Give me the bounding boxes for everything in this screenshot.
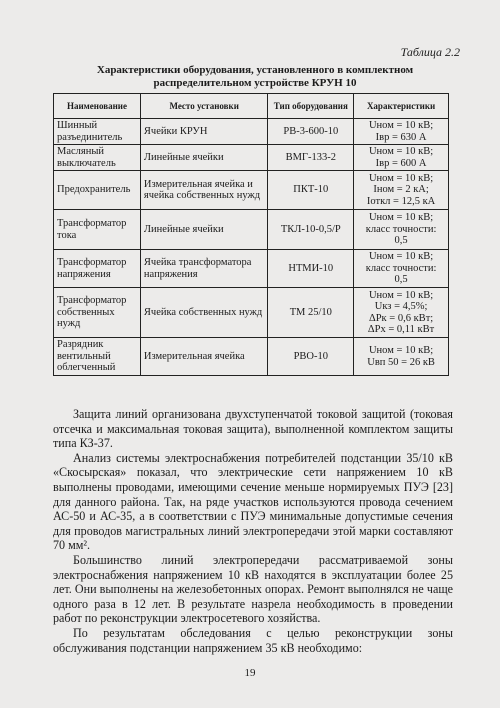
characteristic-line: ΔPх = 0,11 кВт [367, 324, 435, 335]
characteristic-line: Iоткл = 12,5 кА [366, 195, 436, 207]
equipment-type-cell: РВО-10 [268, 338, 354, 376]
equipment-type-cell: ТКЛ-10-0,5/Р [268, 210, 354, 250]
equipment-name-cell: Трансформатор тока [54, 210, 141, 250]
header-characteristics: Характеристики [354, 94, 449, 119]
paragraph: Защита линий организована двухступенчатой токовой защитой (токовая отсечка и максимальная токовая защита), выполненной комплектом защиты типа КЗ-37. [53, 407, 453, 451]
installation-place-cell: Измерительная ячейка и ячейка собственных нужд [140, 171, 268, 210]
equipment-name-cell: Масляный выключатель [54, 145, 141, 171]
characteristics-cell [354, 338, 449, 376]
table-row [54, 210, 449, 250]
characteristics-cell [354, 288, 449, 338]
equipment-table [53, 93, 449, 376]
table-body [54, 119, 449, 376]
characteristic-line: Uном = 10 кВ; [368, 120, 434, 131]
characteristic-line: Uвп 50 = 26 кВ [367, 356, 435, 368]
equipment-type-cell: РВ-3-600-10 [268, 119, 354, 145]
characteristic-line: 0,5 [394, 235, 408, 247]
table-caption: Характеристики оборудования, установленного в комплектном распределительном устройстве КРУН 10 [96, 64, 414, 89]
equipment-type-cell: ПКТ-10 [268, 171, 354, 210]
characteristics-cell [354, 210, 449, 250]
characteristics-cell [354, 119, 449, 145]
table-header-row [54, 94, 449, 119]
characteristic-line: 0,5 [394, 274, 408, 286]
characteristics-cell [354, 171, 449, 210]
table-row [54, 171, 449, 210]
characteristic-line: класс точности: [365, 262, 437, 274]
installation-place-cell: Ячейка собственных нужд [140, 288, 268, 338]
characteristic-line: Uном = 10 кВ; [368, 289, 434, 301]
page-number: 19 [244, 667, 256, 679]
equipment-name-cell: Шинный разъединитель [54, 119, 141, 145]
installation-place-cell: Ячейки КРУН [140, 119, 268, 145]
table-row [54, 250, 449, 288]
header-type: Тип оборудования [268, 94, 354, 119]
installation-place-cell: Ячейка трансформатора напряжения [140, 250, 268, 288]
equipment-name-cell: Трансформатор напряжения [54, 250, 141, 288]
table-row [54, 288, 449, 338]
characteristic-line: ΔPк = 0,6 кВт; [368, 312, 434, 324]
characteristic-line: Iвр = 600 А [375, 157, 427, 169]
equipment-type-cell: НТМИ-10 [268, 250, 354, 288]
header-place: Место установки [140, 94, 268, 119]
characteristic-line: класс точности: [365, 223, 437, 235]
characteristic-line: Uкз = 4,5%; [374, 301, 428, 312]
paragraph: Большинство линий электропередачи рассматриваемой зоны электроснабжения напряжением 10 кВ находятся в эксплуатации более 25 лет. Они выполнены на железобетонных опорах. Ремонт выполнялся не чаще одного раза в 12 лет. В результате назрела необходимость в проведении работ по реконструкции электросетевого хозяйства. [53, 552, 453, 626]
characteristic-line: Uном = 10 кВ; [368, 212, 434, 224]
table-number: Таблица 2.2 [400, 45, 460, 59]
body-text [53, 407, 453, 655]
equipment-name-cell: Разрядник вентильный облегченный [54, 338, 141, 376]
installation-place-cell: Измерительная ячейка [140, 338, 268, 376]
characteristic-line: Iвр = 630 А [375, 131, 427, 143]
characteristic-line: Iном = 2 кА; [373, 184, 429, 196]
header-name: Наименование [54, 94, 141, 119]
paragraph: По результатам обследования с целью реконструкции зоны обслуживания подстанции напряжением 35 кВ необходимо: [53, 625, 453, 655]
equipment-type-cell: ВМГ-133-2 [268, 145, 354, 171]
paragraph: Анализ системы электроснабжения потребителей подстанции 35/10 кВ «Скосырская» показал, что электрические сети напряжением 10 кВ выполнены проводами, имеющими сечение меньше нормируемых ПУЭ [23] для данного района. Так, на ряде участков используются провода сечением АС-50 и АС-35, а в соответствии с ПУЭ минимальные допустимые сечения для проводов магистральных линий электропередачи этой марки составляют 70 мм². [53, 450, 453, 553]
equipment-name-cell: Предохранитель [54, 171, 141, 210]
installation-place-cell: Линейные ячейки [140, 210, 268, 250]
characteristic-line: Uном = 10 кВ; [368, 146, 434, 157]
characteristics-cell [354, 250, 449, 288]
installation-place-cell: Линейные ячейки [140, 145, 268, 171]
characteristic-line: Uном = 10 кВ; [368, 251, 434, 263]
equipment-name-cell: Трансформатор собственных нужд [54, 288, 141, 338]
table-row [54, 338, 449, 376]
table-row [54, 145, 449, 171]
characteristic-line: Uном = 10 кВ; [368, 345, 434, 356]
characteristic-line: Uном = 10 кВ; [368, 172, 434, 184]
table-row [54, 119, 449, 145]
characteristics-cell [354, 145, 449, 171]
equipment-type-cell: ТМ 25/10 [268, 288, 354, 338]
